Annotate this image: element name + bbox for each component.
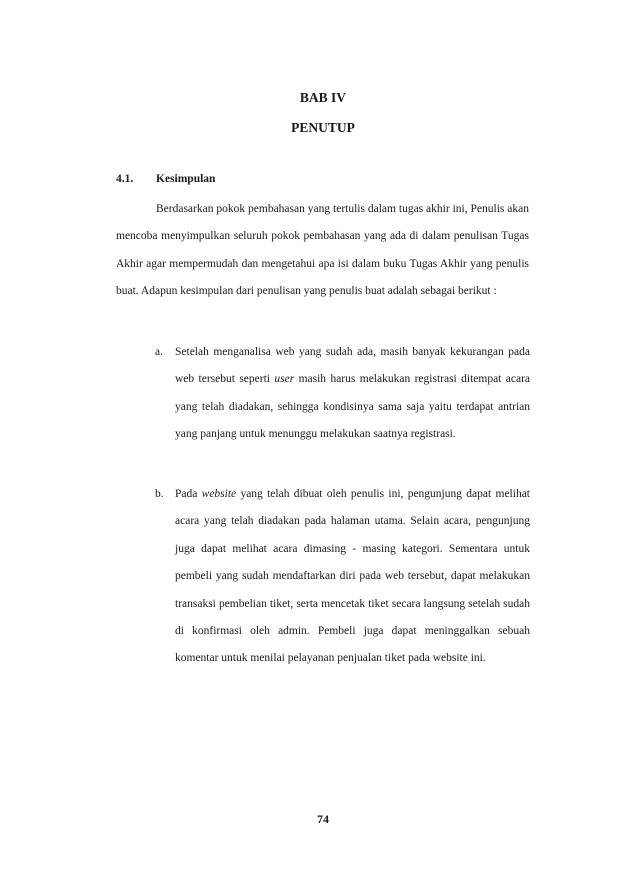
- list-item-a: [116, 339, 530, 449]
- intro-paragraph: Berdasarkan pokok pembahasan yang tertulis dalam tugas akhir ini, Penulis akan mencoba menyimpulkan seluruh pokok pembahasan yang ada di dalam penulisan Tugas Akhir agar mempermudah dan mengetahui apa isi dalam buku Tugas Akhir yang penulis buat. Adapun kesimpulan dari penulisan yang penulis buat adalah sebagai berikut :: [116, 203, 529, 298]
- list-item-text: [175, 339, 530, 449]
- list-text-segment: Pada: [175, 488, 202, 500]
- emphasis-term: website: [201, 488, 237, 500]
- page-number: 74: [317, 812, 329, 826]
- list-item-text: [175, 481, 530, 673]
- list-item-b: [116, 481, 530, 673]
- list-text-segment: masih harus melakukan registrasi ditempat acara yang telah diadakan, sehingga kondisinya sama saja yaitu terdapat antrian yang panjang untuk menunggu melakukan saatnya registrasi.: [175, 373, 530, 441]
- list-text-segment: yang telah dibuat oleh penulis ini, pengunjung dapat melihat acara yang telah diadakan pada halaman utama. Selain acara, pengunjung juga dapat melihat acara dimasing - masing kategori. Sementara untuk pembeli yang sudah mendaftarkan diri pada web tersebut, dapat melakukan transaksi pembelian tiket, serta mencetak tiket secara langsung setelah sudah di konfirmasi oleh admin. Pembeli juga dapat meninggalkan sebuah komentar untuk menilai pelayanan penjualan tiket pada website ini.: [175, 488, 530, 665]
- chapter-title: PENUTUP: [291, 120, 355, 135]
- list-text-segment: Setelah menganalisa web yang sudah ada, masih banyak kekurangan pada web tersebut seperti: [175, 346, 530, 386]
- list-marker: a.: [155, 346, 163, 358]
- section-number: 4.1.: [116, 173, 134, 185]
- emphasis-term: user: [274, 373, 295, 386]
- section-title: Kesimpulan: [156, 173, 216, 185]
- list-marker: b.: [155, 488, 164, 500]
- chapter-label: BAB IV: [299, 90, 347, 105]
